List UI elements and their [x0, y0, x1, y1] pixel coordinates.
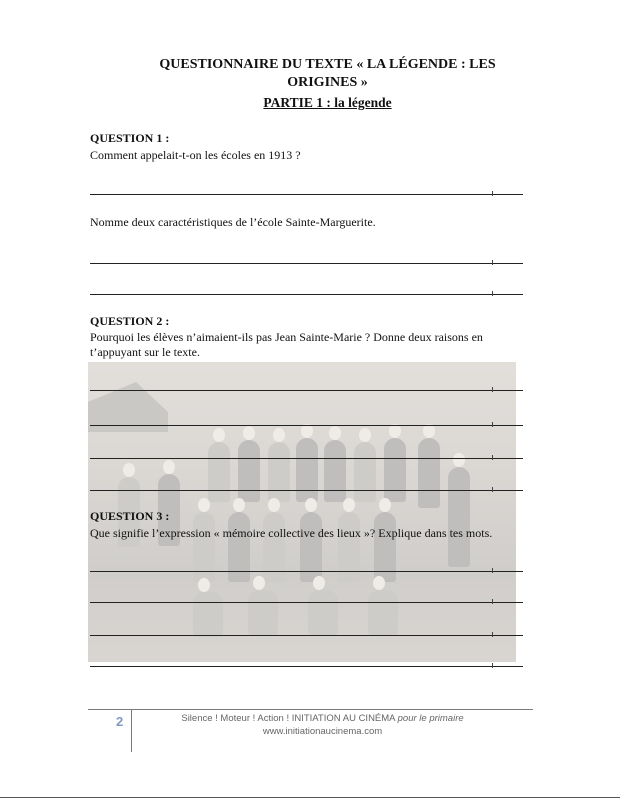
answer-line[interactable]	[90, 390, 523, 391]
answer-line[interactable]	[90, 666, 523, 667]
question-1-followup: Nomme deux caractéristiques de l’école Sainte-Marguerite.	[90, 215, 376, 229]
page-subtitle: PARTIE 1 : la légende	[263, 95, 392, 110]
answer-line[interactable]	[90, 602, 523, 603]
answer-line[interactable]	[90, 194, 523, 195]
answer-line[interactable]	[90, 263, 523, 264]
answer-line[interactable]	[90, 635, 523, 636]
answer-line[interactable]	[90, 425, 523, 426]
question-2-label: QUESTION 2 :	[90, 314, 170, 328]
page-bottom-edge	[0, 797, 620, 798]
page-number: 2	[116, 714, 124, 729]
footer-credits	[140, 712, 505, 738]
question-3-label: QUESTION 3 :	[90, 509, 170, 523]
footer-divider	[88, 709, 533, 710]
question-2-prompt: Pourquoi les élèves n’aimaient-ils pas Jean Sainte-Marie ? Donne deux raisons en t’appuyant sur le texte.	[90, 330, 483, 359]
footer-series-title: Silence ! Moteur ! Action ! INITIATION AU CINÉMA	[181, 713, 395, 724]
answer-line[interactable]	[90, 294, 523, 295]
footer-series-suffix: pour le primaire	[397, 713, 464, 724]
page-title: QUESTIONNAIRE DU TEXTE « LA LÉGENDE : LES ORIGINES »	[159, 57, 496, 90]
question-3-prompt: Que signifie l’expression « mémoire collective des lieux »? Explique dans tes mots.	[90, 526, 493, 540]
answer-line[interactable]	[90, 458, 523, 459]
footer-vertical-divider	[131, 709, 132, 752]
answer-line[interactable]	[90, 490, 523, 491]
footer-website[interactable]: www.initiationaucinema.com	[262, 726, 383, 737]
question-1-prompt: Comment appelait-t-on les écoles en 1913 ?	[90, 148, 301, 162]
question-1-label: QUESTION 1 :	[90, 131, 170, 145]
answer-line[interactable]	[90, 571, 523, 572]
